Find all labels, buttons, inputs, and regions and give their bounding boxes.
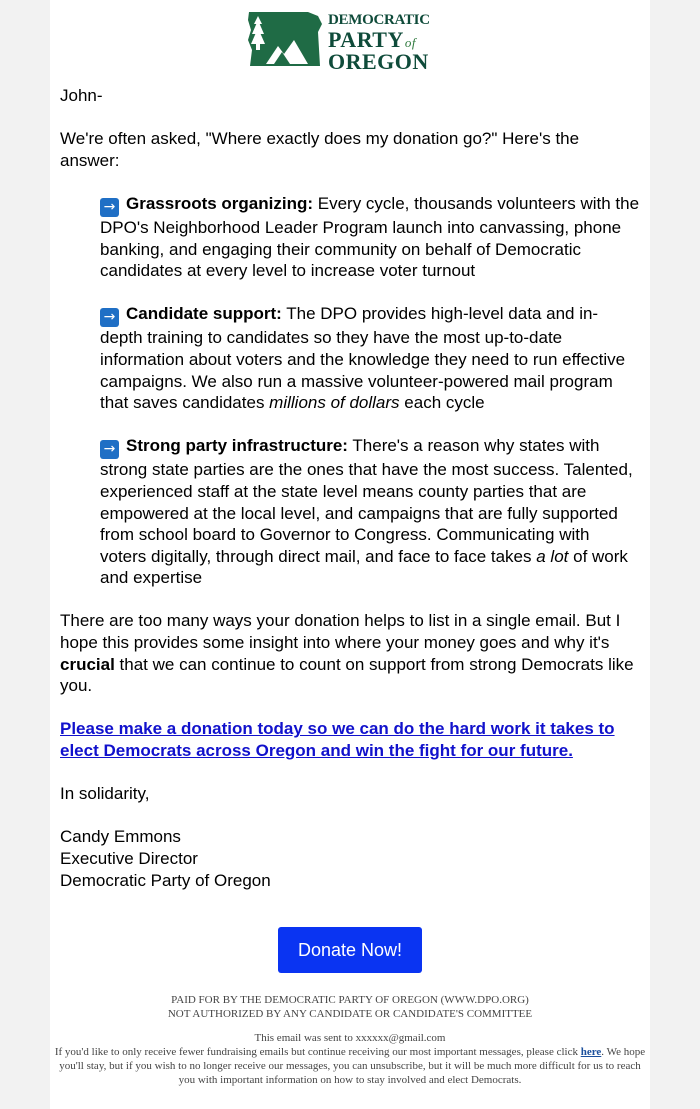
item-emphasis: a lot [536, 546, 569, 566]
item-title: Candidate support: [126, 304, 282, 324]
logo-line-democratic: DEMOCRATIC [328, 12, 430, 28]
logo-party-text: PARTY [328, 27, 404, 52]
item-text-end: of work and expertise [100, 546, 628, 588]
unsub-text: If you'd like to only receive fewer fundraising emails but continue receiving our most important messages, please click [54, 1046, 581, 1058]
signature-block [60, 826, 640, 891]
signature-name: Candy Emmons [60, 827, 181, 847]
item-text: The DPO provides high-level data and in-depth training to candidates so they have the most up-to-date information about voters and the knowledge they need to run effective campaigns. We also run a massive volunteer-powered mail program that saves candidates [100, 304, 626, 413]
email-content [60, 85, 640, 891]
unsubscribe-footer [50, 1031, 650, 1087]
closing-text: There are too many ways your donation helps to list in a single email. But I hope this provides some insight into where your money goes and why it's [60, 611, 621, 653]
signature-org: Democratic Party of Oregon [60, 870, 271, 890]
not-authorized-text: NOT AUTHORIZED BY ANY CANDIDATE OR CANDIDATE'S COMMITTEE [167, 1008, 533, 1020]
item-text: There's a reason why states with strong state parties are the ones that have the most success. Talented, experienced staff at the state level means county parties that are empowered at the local level, and campaigns that are fully supported from school board to Governor to Congress. Communicating with voters digitally, through direct mail, and face to face takes [100, 436, 633, 566]
oregon-map-icon [246, 10, 326, 68]
item-text-end: each cycle [399, 393, 485, 413]
closing-bold: crucial [60, 654, 115, 674]
unsub-text-end: . We hope you'll stay, but if you wish to no longer receive our messages, you can unsubscribe, but it will be much more difficult for us to reach you with important information on how to stay involved and elect Democrats. [59, 1046, 646, 1086]
logo-wordmark [328, 13, 430, 73]
list-item-grassroots [100, 193, 640, 282]
arrow-right-icon: → [100, 198, 119, 217]
sent-to-text: This email was sent to xxxxxx@gmail.com [254, 1032, 446, 1044]
dpo-logo[interactable] [246, 10, 446, 74]
list-item-infrastructure [100, 435, 640, 589]
signoff: In solidarity, [60, 784, 150, 804]
item-emphasis: millions of dollars [269, 393, 400, 413]
item-title: Grassroots organizing: [126, 193, 314, 213]
closing-text-end: that we can continue to count on support from strong Democrats like you. [60, 654, 634, 696]
item-title: Strong party infrastructure: [126, 436, 348, 456]
logo-line-party [328, 29, 430, 51]
disclaimer [50, 993, 650, 1021]
item-text: Every cycle, thousands volunteers with the DPO's Neighborhood Leader Program launch into canvassing, phone banking, and engaging their community on behalf of Democratic candidates at every level to increase voter turnout [100, 193, 640, 281]
donation-link[interactable]: Please make a donation today so we can do the hard work it takes to elect Democrats across Oregon and win the fight for our future. [60, 719, 615, 761]
intro-paragraph: We're often asked, "Where exactly does my donation go?" Here's the answer: [60, 129, 580, 170]
unsubscribe-here-link[interactable]: here [580, 1046, 602, 1058]
closing-paragraph [60, 610, 640, 696]
unsubscribe-text [50, 1045, 650, 1087]
logo-line-oregon: OREGON [328, 49, 429, 74]
logo-of-text: of [404, 35, 416, 50]
list-item-candidate-support [100, 303, 640, 413]
greeting: John- [60, 86, 103, 105]
signature-title: Executive Director [60, 849, 198, 868]
cta-paragraph [60, 718, 640, 761]
paid-for-text: PAID FOR BY THE DEMOCRATIC PARTY OF OREGON (WWW.DPO.ORG) [171, 994, 529, 1006]
email-body [50, 0, 650, 1109]
arrow-right-icon: → [100, 440, 119, 459]
donate-now-button[interactable]: Donate Now! [278, 927, 422, 973]
arrow-right-icon: → [100, 308, 119, 327]
donate-button-wrap [50, 927, 650, 973]
